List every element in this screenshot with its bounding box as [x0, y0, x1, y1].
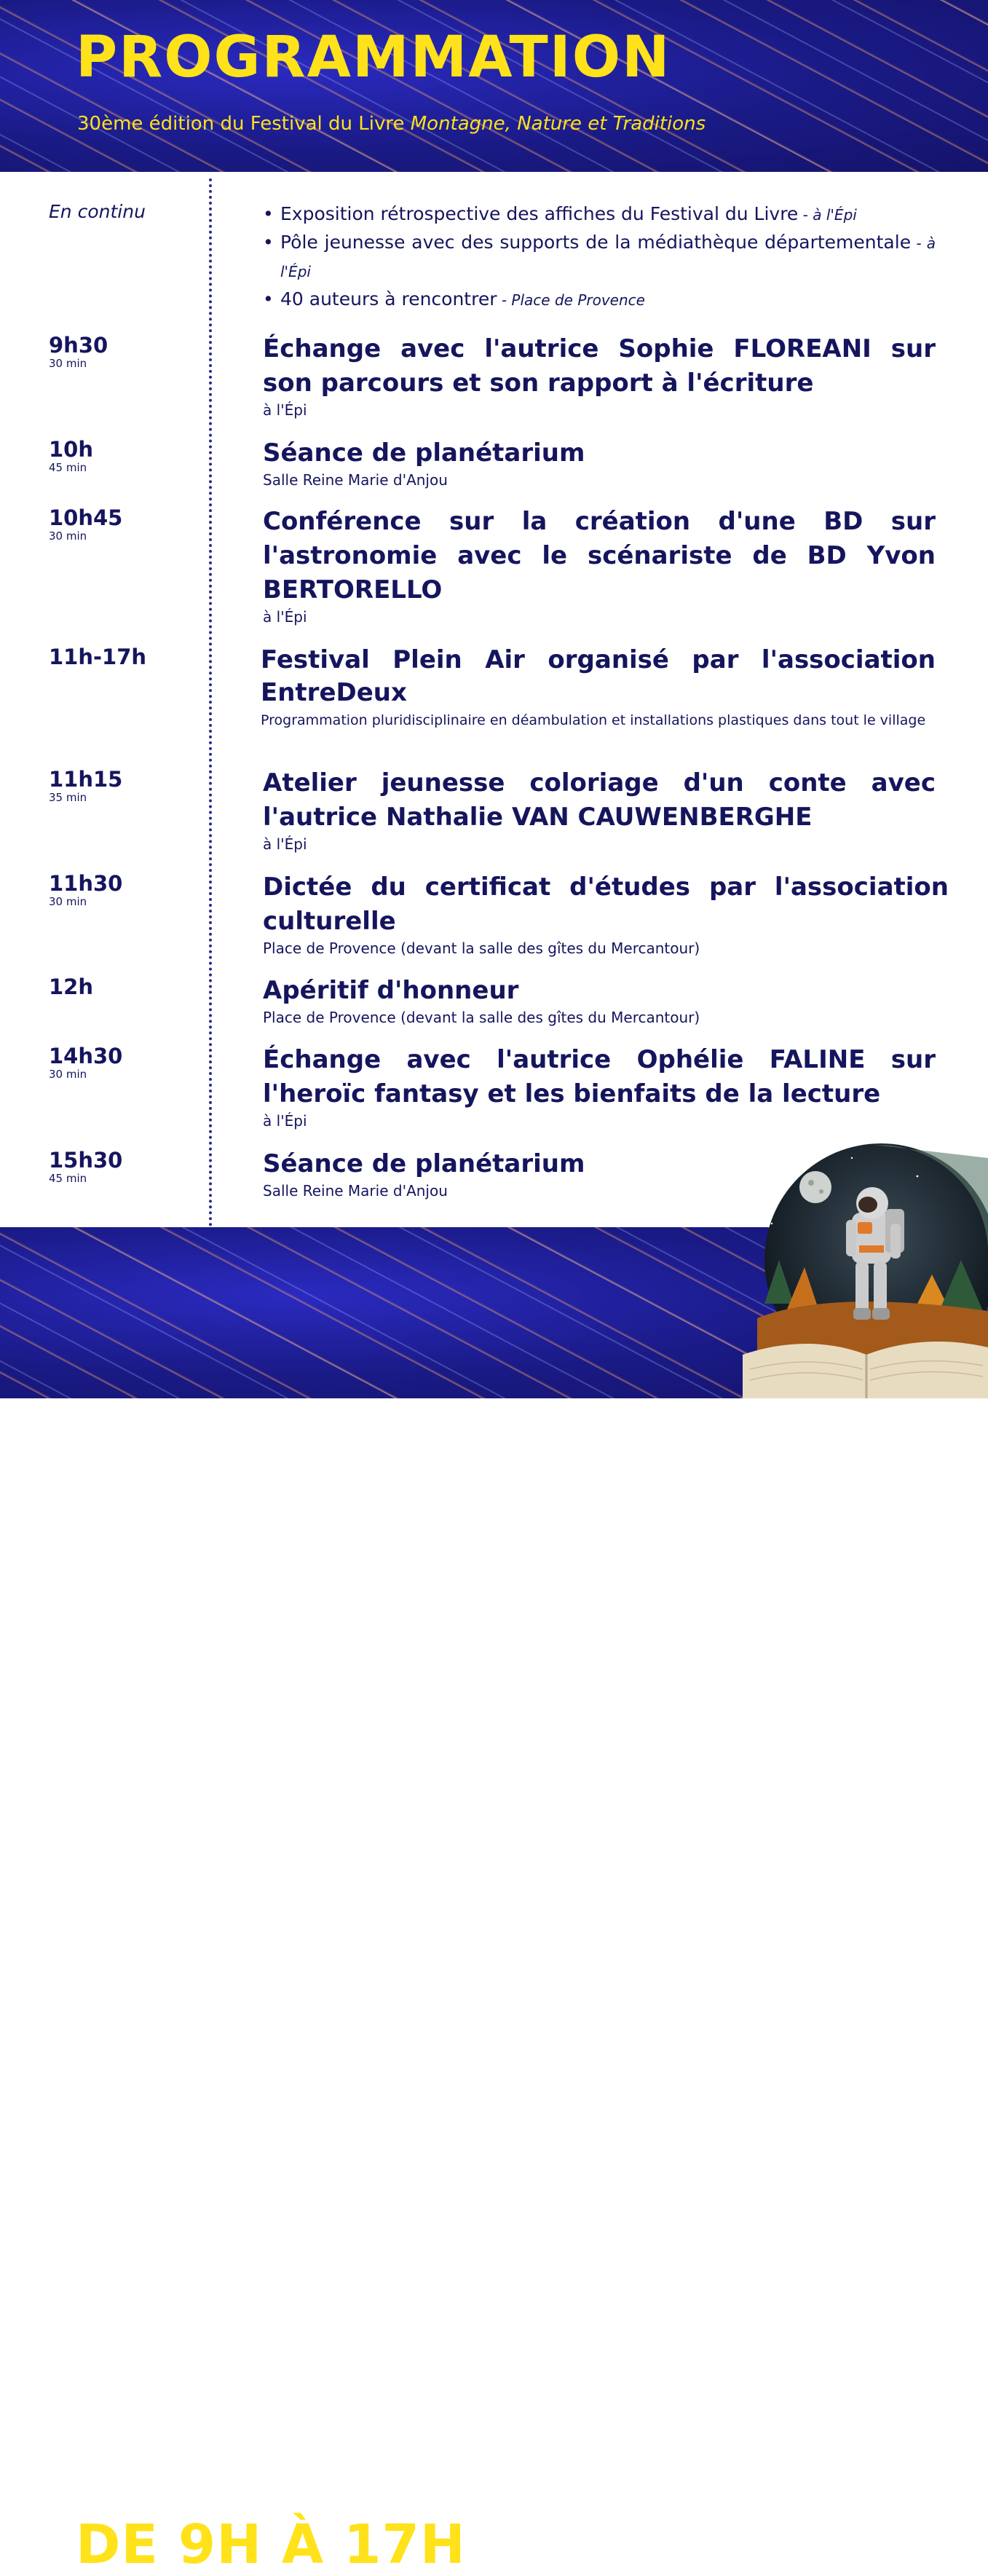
event-details	[263, 974, 936, 1027]
event-duration: 45 min	[49, 461, 87, 474]
time-cell	[49, 645, 146, 669]
event-title: Échange avec l'autrice Ophélie FALINE sur l'heroïc fantasy et les bienfaits de la lecture	[263, 1045, 936, 1108]
event-title: Séance de planétarium	[263, 1149, 585, 1178]
header-band	[0, 0, 988, 172]
event-details	[263, 1043, 936, 1130]
time-cell	[49, 334, 108, 370]
event-details	[263, 766, 936, 854]
event-duration: 30 min	[49, 357, 87, 370]
event-title: Atelier jeunesse coloriage d'un conte avec l'autrice Nathalie VAN CAUWENBERGHE	[263, 768, 936, 832]
festival-hours: DE 9H À 17H	[76, 2513, 466, 2576]
event-details	[261, 644, 936, 731]
list-item	[263, 200, 936, 229]
list-item	[263, 285, 936, 314]
event-location: Place de Provence (devant la salle des gîtes du Mercantour)	[263, 940, 700, 957]
event-duration: 30 min	[49, 895, 87, 908]
bullet-icon: •	[263, 232, 274, 253]
time-cell	[49, 506, 122, 543]
event-location: à l'Épi	[263, 835, 307, 853]
event-title: Séance de planétarium	[263, 438, 585, 468]
event-time: 15h30	[49, 1148, 123, 1173]
astronaut-on-book-icon	[743, 1136, 988, 1398]
event-location: Salle Reine Marie d'Anjou	[263, 1182, 448, 1200]
bullet-icon: •	[263, 203, 274, 224]
item-location: - à l'Épi	[280, 235, 936, 280]
event-details	[263, 436, 936, 489]
time-cell	[49, 1149, 122, 1185]
event-duration: 30 min	[49, 529, 87, 543]
time-cell	[49, 768, 122, 804]
item-location: - Place de Provence	[497, 291, 645, 309]
item-location: - à l'Épi	[798, 206, 857, 224]
event-title: Dictée du certificat d'études par l'association culturelle	[263, 873, 949, 936]
event-time: 10h45	[49, 505, 123, 530]
item-text: Pôle jeunesse avec des supports de la médiathèque départementale	[280, 232, 912, 253]
event-duration: 35 min	[49, 791, 87, 804]
page-title: PROGRAMMATION	[76, 25, 671, 90]
event-title: Apéritif d'honneur	[263, 976, 519, 1005]
event-details	[263, 505, 936, 626]
event-location: Salle Reine Marie d'Anjou	[263, 471, 448, 489]
time-cell	[49, 872, 122, 908]
page-subtitle	[77, 114, 706, 133]
continuous-list	[263, 200, 936, 314]
bullet-icon: •	[263, 288, 274, 310]
event-time: 10h	[49, 437, 94, 462]
event-time: 11h30	[49, 871, 123, 896]
event-title: Conférence sur la création d'une BD sur l'astronomie avec le scénariste de BD Yvon BERTORELLO	[263, 507, 936, 604]
subtitle-theme: Montagne, Nature et Traditions	[410, 113, 706, 135]
event-location: à l'Épi	[263, 401, 307, 419]
timeline-divider	[209, 178, 212, 1227]
time-cell	[49, 1044, 122, 1081]
event-time: 11h-17h	[49, 645, 147, 669]
event-location: Programmation pluridisciplinaire en déambulation et installations plastiques dans tout le village	[261, 712, 926, 728]
event-details	[263, 332, 936, 420]
event-time: 11h15	[49, 767, 123, 792]
subtitle-prefix: 30ème édition du Festival du Livre	[77, 113, 411, 135]
time-cell	[49, 975, 93, 999]
item-text: 40 auteurs à rencontrer	[280, 288, 497, 310]
event-time: 9h30	[49, 333, 108, 358]
event-location: à l'Épi	[263, 1112, 307, 1130]
event-details	[263, 870, 949, 958]
time-cell	[49, 438, 93, 474]
item-text: Exposition rétrospective des affiches du Festival du Livre	[280, 203, 799, 224]
event-location: Place de Provence (devant la salle des gîtes du Mercantour)	[263, 1009, 700, 1026]
continuous-label: En continu	[49, 201, 146, 222]
event-duration: 45 min	[49, 1172, 87, 1185]
event-title: Festival Plein Air organisé par l'association EntreDeux	[261, 645, 936, 707]
event-title: Échange avec l'autrice Sophie FLOREANI sur son parcours et son rapport à l'écriture	[263, 334, 936, 398]
event-time: 12h	[49, 974, 94, 999]
event-time: 14h30	[49, 1044, 123, 1068]
event-duration: 30 min	[49, 1068, 87, 1081]
time-cell	[49, 200, 146, 224]
event-location: à l'Épi	[263, 608, 307, 626]
list-item	[263, 229, 936, 285]
